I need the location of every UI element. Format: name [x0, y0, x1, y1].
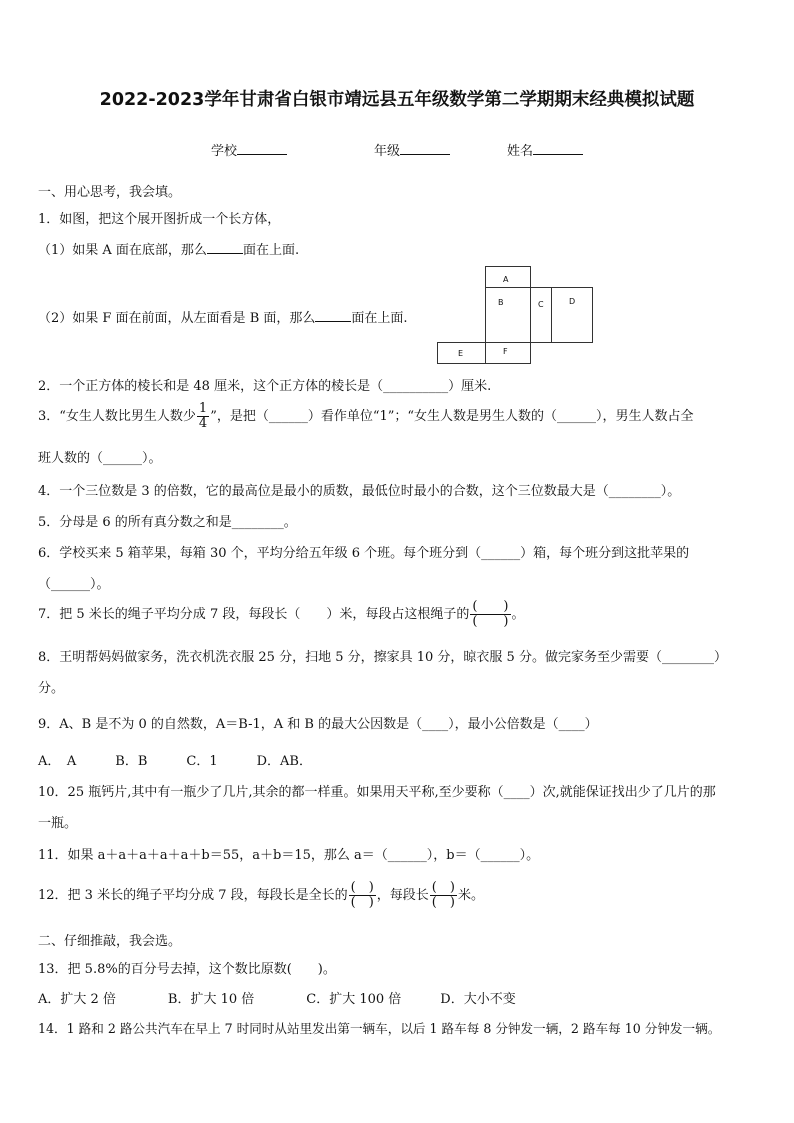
net-face-b — [485, 287, 531, 343]
question-1-sub-2 — [38, 307, 408, 326]
page-title: 2022-2023学年甘肃省白银市靖远县五年级数学第二学期期末经典模拟试题 — [99, 90, 695, 110]
net-face-d — [551, 287, 593, 343]
cuboid-net-diagram — [437, 266, 593, 366]
question-13-options: A．扩大 2 倍 B．扩大 10 倍 C．扩大 100 倍 D．大小不变 — [38, 992, 516, 1007]
question-1-sub-1 — [38, 239, 299, 258]
question-6-line-2: （______）。 — [38, 577, 110, 592]
question-6-line-1: 6．学校买来 5 箱苹果，每箱 30 个，平均分给五年级 6 个班。每个班分到（______）箱，每个班分到这批苹果的 — [38, 546, 690, 561]
q3-frac-den: 4 — [198, 416, 208, 431]
question-9-stem: 9．A、B 是不为 0 的自然数，A＝B-1，A 和 B 的最大公因数是（____），最小公倍数是（____） — [38, 717, 598, 732]
q12-frac1-den: ( ) — [350, 895, 374, 910]
net-face-f — [485, 342, 531, 364]
q12-text-c: 米。 — [457, 888, 484, 903]
school-label: 学校 — [211, 144, 238, 159]
question-2: 2．一个正方体的棱长和是 48 厘米，这个正方体的棱长是（__________）厘米. — [38, 379, 492, 394]
q12-text-b: ，每段长 — [376, 888, 429, 903]
q7-text-a: 7．把 5 米长的绳子平均分成 7 段，每段长（ ）米，每段占这根绳子的 — [38, 607, 470, 622]
q7-frac-den: ( ) — [472, 614, 509, 629]
question-8-line-1: 8．王明帮妈妈做家务，洗衣机洗衣服 25 分，扫地 5 分，擦家具 10 分，晾衣服 5 分。做完家务至少需要（________） — [38, 650, 727, 665]
question-13-stem: 13．把 5.8%的百分号去掉，这个数比原数( )。 — [38, 962, 336, 977]
question-3-line-1 — [38, 398, 694, 436]
q7-fraction[interactable] — [470, 600, 510, 629]
q12-frac1-num: ( ) — [350, 880, 374, 895]
question-11: 11．如果 a＋a＋a＋a＋a＋b＝55，a＋b＝15，那么 a＝（______），b＝（______）。 — [38, 848, 540, 863]
net-label-f: F — [503, 347, 508, 356]
net-face-a — [485, 266, 531, 288]
q1-sub1-text-a: （1）如果 A 面在底部，那么 — [38, 243, 207, 258]
q12-fraction-1[interactable] — [349, 881, 376, 910]
name-blank[interactable] — [533, 154, 583, 155]
q7-text-b: 。 — [511, 607, 525, 622]
q12-frac2-num: ( ) — [431, 880, 455, 895]
question-10-line-1: 10．25 瓶钙片,其中有一瓶少了几片,其余的都一样重。如果用天平称,至少要称（____）次,就能保证找出少了几片的那 — [38, 785, 716, 800]
q3-text-b: ”，是把（______）看作单位“1”；“女生人数是男生人数的（______），男生人数占全 — [210, 409, 694, 424]
question-9-options: A． A B．B C．1 D．AB． — [38, 754, 312, 769]
question-10-line-2: 一瓶。 — [38, 816, 78, 831]
q7-frac-num: ( ) — [472, 599, 509, 614]
school-field — [211, 140, 287, 159]
name-label: 姓名 — [507, 144, 534, 159]
grade-field — [374, 140, 450, 159]
school-blank[interactable] — [237, 154, 287, 155]
question-14: 14．1 路和 2 路公共汽车在早上 7 时同时从站里发出第一辆车，以后 1 路车每 8 分钟发一辆，2 路车每 10 分钟发一辆。 — [38, 1021, 721, 1036]
section-2-heading: 二、仔细推敲，我会选。 — [38, 934, 182, 949]
q12-frac2-den: ( ) — [431, 895, 455, 910]
net-label-b: B — [498, 298, 504, 307]
grade-label: 年级 — [374, 144, 401, 159]
section-1-heading: 一、用心思考，我会填。 — [38, 185, 182, 200]
question-5: 5．分母是 6 的所有真分数之和是________。 — [38, 515, 297, 530]
question-7 — [38, 596, 525, 634]
net-face-c — [530, 287, 552, 343]
net-label-c: C — [538, 300, 544, 309]
q1-sub2-text-b: 面在上面. — [351, 311, 408, 326]
q1-sub2-blank[interactable] — [315, 321, 351, 322]
net-label-a: A — [503, 275, 509, 284]
q12-text-a: 12．把 3 米长的绳子平均分成 7 段，每段长是全长的 — [38, 888, 348, 903]
q1-sub1-blank[interactable] — [207, 253, 243, 254]
question-4: 4．一个三位数是 3 的倍数，它的最高位是最小的质数，最低位时最小的合数，这个三位数最大是（________）。 — [38, 484, 681, 499]
question-3-line-2: 班人数的（______）。 — [38, 451, 162, 466]
question-12 — [38, 875, 484, 917]
q1-sub2-text-a: （2）如果 F 面在前面，从左面看是 B 面，那么 — [38, 311, 316, 326]
net-label-e: E — [458, 349, 464, 358]
q3-fraction — [197, 402, 209, 431]
net-label-d: D — [569, 297, 576, 306]
question-8-line-2: 分。 — [38, 681, 65, 696]
q3-frac-num: 1 — [198, 401, 208, 416]
q12-fraction-2[interactable] — [430, 881, 457, 910]
net-face-e — [437, 342, 486, 364]
q3-text-a: 3．“女生人数比男生人数少 — [38, 409, 196, 424]
grade-blank[interactable] — [400, 154, 450, 155]
q1-sub1-text-b: 面在上面. — [242, 243, 300, 258]
question-1-stem: 1．如图，把这个展开图折成一个长方体， — [38, 212, 281, 227]
name-field — [507, 140, 583, 159]
